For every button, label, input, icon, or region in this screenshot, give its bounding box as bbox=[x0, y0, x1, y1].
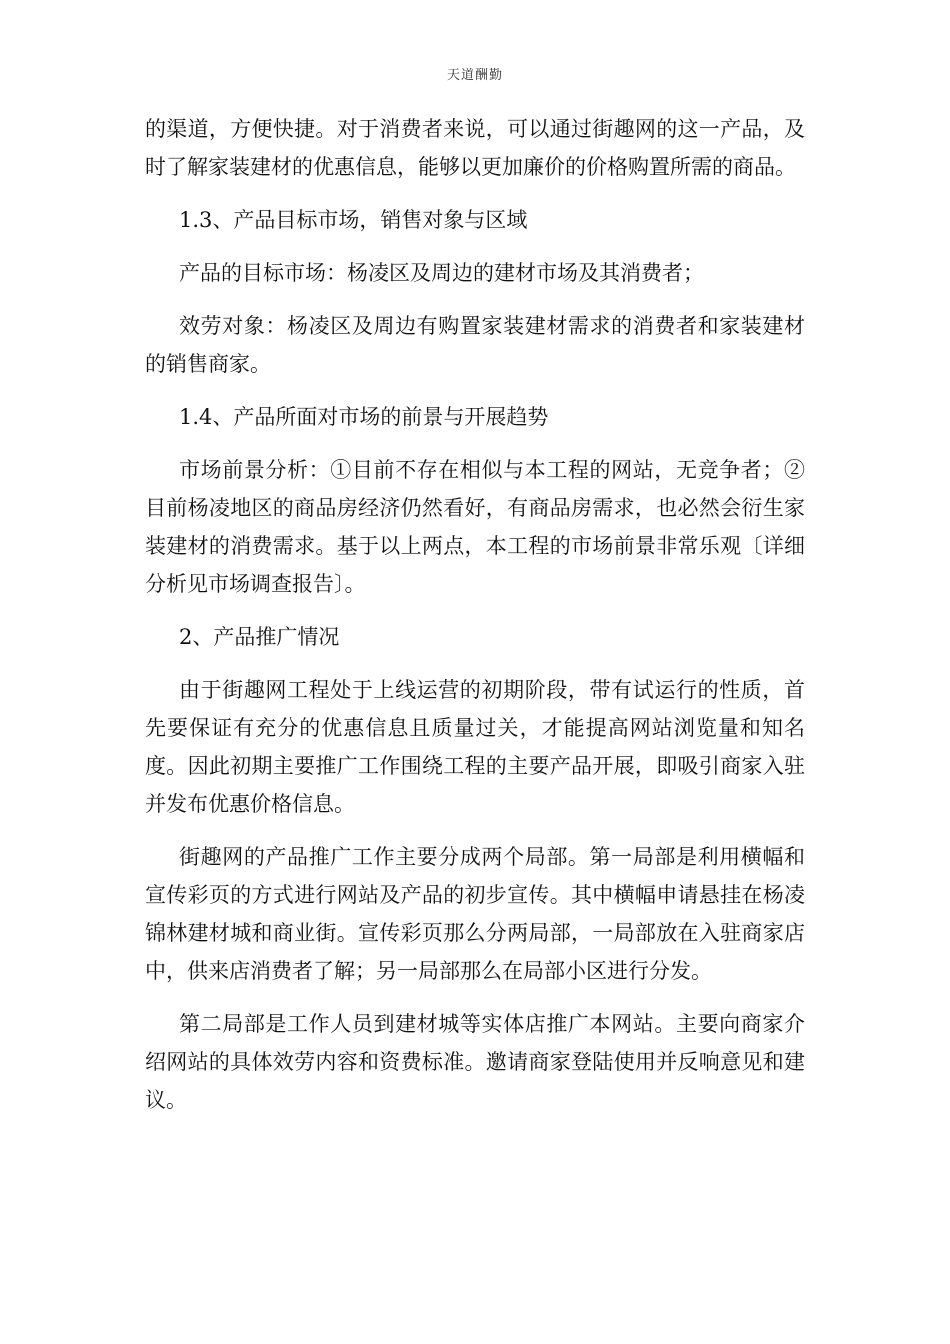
page-header: 天道酬勤 bbox=[446, 68, 503, 83]
paragraph-market-prospect: 市场前景分析：①目前不存在相似与本工程的网站，无竞争者；②目前杨凌地区的商品房经济仍然看好，有商品房需求，也必然会衍生家装建材的消费需求。基于以上两点，本工程的市场前景非常乐观〔详细分析见市场调查报告〕。 bbox=[145, 458, 805, 596]
paragraph-target-market: 产品的目标市场：杨凌区及周边的建材市场及其消费者； bbox=[179, 261, 704, 285]
paragraph-promotion-part-two: 第二局部是工作人员到建材城等实体店推广本网站。主要向商家介绍网站的具体效劳内容和资费标准。邀请商家登陆使用并反响意见和建议。 bbox=[145, 1012, 805, 1112]
section-heading-1-3: 1.3、产品目标市场，销售对象与区域 bbox=[179, 208, 528, 232]
section-heading-1-4: 1.4、产品所面对市场的前景与开展趋势 bbox=[179, 405, 549, 429]
document-body bbox=[145, 110, 805, 1134]
paragraph-continuation: 的渠道，方便快捷。对于消费者来说，可以通过街趣网的这一产品，及时了解家装建材的优惠信息，能够以更加廉价的价格购置所需的商品。 bbox=[145, 117, 805, 179]
section-heading-2: 2、产品推广情况 bbox=[179, 625, 340, 649]
paragraph-promotion-stage: 由于街趣网工程处于上线运营的初期阶段，带有试运行的性质，首先要保证有充分的优惠信息且质量过关，才能提高网站浏览量和知名度。因此初期主要推广工作围绕工程的主要产品开展，即吸引商家入驻并发布优惠价格信息。 bbox=[145, 678, 805, 816]
paragraph-service-target: 效劳对象：杨凌区及周边有购置家装建材需求的消费者和家装建材的销售商家。 bbox=[145, 314, 805, 376]
paragraph-promotion-part-one: 街趣网的产品推广工作主要分成两个局部。第一局部是利用横幅和宣传彩页的方式进行网站及产品的初步宣传。其中横幅申请悬挂在杨凌锦林建材城和商业街。宣传彩页那么分两局部，一局部放在入驻商家店中，供来店消费者了解；另一局部那么在局部小区进行分发。 bbox=[145, 845, 805, 983]
